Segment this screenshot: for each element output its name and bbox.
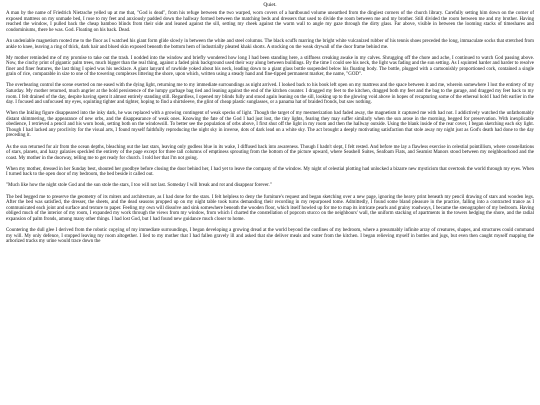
paragraph: The overbearing control the scene exerted on me eased with the dying light, returning me to my immediate surroundings as night arrived. I looked back to his book left open on my mattress and the space between it and me, wherein somewhere I lost the entirety of my Saturday. My mother returned, much angrier at the bold persistence of the lumpy garbage bag tied and leaning against the end of the kitchen counter. I dragged my feet to the kitchen, dragged both my feet and the bag to the garage, and dragged my feet back to my room. I felt drained of the day, despite having spent it almost entirely standing still. Regardless, I opened my blinds fully and stood again leaning on the sill, looking up to the glowing void above in hopes of recapturing some of the ethereal hold I had felt earlier in the day. I focused and unfocused my eyes, squinting tighter and tighter, hoping to find a shirtsleeve, the glint of cheap plastic sunglasses, or a panama hat of braided fronds, but saw nothing. — [6, 83, 534, 106]
document-title: Quiet. — [263, 2, 277, 8]
paragraph: My mother reminded me of my promise to take out the trash. I nodded into the window and briefly wondered how long I had been standing here, a stiffness creaking awake in my calves. Shrugging off the chore and ache, I continued to watch God passing above. Now, the cinchy print of gigantic palm trees, much bigger than the real thing, against a faded pink background used their way along between buildings. By the time I could see his neck, the light was fading and the sun setting. As I squinted harder and harder to resolve finer and finer features, the last thing I spied was his necklace. A giant lanyard of rawhide yoked about his neck, leading down to a giant glass bottle suspended below his floating body. The bottle, plugged with a cartoonishly proportioned cork, contained a single grain of rice, comparable in size to one of the towering complexes littering the shore, upon which, written using a steady hand and fine-tipped permanent marker, the name, "GOD". — [6, 55, 534, 78]
paragraph: A man by the name of Friedrich Nietzsche yelled up at me that, "God is dead", from his refuge between the two warped, worn covers of a hardbound volume unearthed from the dingiest corners of the church library. Carefully setting him down on the corner of exposed mattress on my unmade bed, I rose to my feet and anxiously padded down the hallway formed between the matching beds and dressers that used to divide the room between me and my brother. Still divided the room between me and my brother. Having reached the window, I pulled back the cheap bamboo blinds from their side and leaned against the sill, setting my cheek against the warm wall to angle my gaze through the dirty glass. Far above, visible in between the looming stacks of timeshares and condominiums, there he was. God. Floating on his back. Dead. — [6, 11, 534, 33]
document-body — [6, 11, 534, 244]
paragraph: Countering the dull glee I derived from the robotic copying of my immediate surroundings, I began developing a growing dread at the world beyond the confines of my bedroom, where a presumably infinite array of creatures, shapes, and structures could command my will. My only defence, I stopped leaving my room altogether. I lied to my mother that I had fallen gravely ill and asked that she deliver meals and water from the kitchen. I began relieving myself in bottles and jugs, but even then caught myself mapping the arborized tracks my urine would trace down the — [6, 227, 534, 245]
paragraph: When the Inkling figure disappeared into the inky dark, he was replaced with a growing contingent of weak specks of light. Though the target of my mesmerization had faded away, the magnetism it captured me with had not. I addictively watched the unfathomably distant shimmering, the appearance of new orbs, and the disappearance of weak ones. Knowing the fate of the God I had just lost, the tiny lights, fearing they may suffer similarly when the sun arose in the morning, begged for preservation. With inexplicable obedience, I retrieved a pencil and his worn book, setting both on the windowsill. To better see the population of orbs above, I first shut off the light in my room and then the hallway outside. Using the blank inside of the rear cover, I began sketching each sky light. Though I had lacked any proclivity for the visual arts, I found myself faithfully reproducing the night sky in inverse, dots of dark lead on a white sky. The act brought a deeply motivating satisfaction that stole away my night just as God's death had done to the day preceding it. — [6, 111, 534, 139]
paragraph: When my mother, dressed in her Sunday best, shouted her goodbye before closing the door behind her, I had yet to leave the company of the window. My night of celestial plotting had unlocked a bizarre new mysticism that overtook the world through my eyes. When I turned back to the open door of my bedroom, the bed beside it called out. — [6, 166, 534, 178]
paragraph: The bed begged me to preserve the geometry of its miters and architecture, as I had done for the stars. I felt helpless to deny the furniture's request and began sketching over a new page, ignoring the heavy print beneath my pencil drawing of stars and wooden legs. After the bed was satisfied, the dresser, the sheets, and the dead seasons propped up on my night table took turns demanding their recording in my repurposed tome. Admittedly, I found some bland pleasure in the practice, falling into a contracted trance as I communicated each joint and surface and texture to paper. Feeling my own will dissolve and sink somewhere beneath the wooden floor, which itself howled up for me to map its intricate pearls and grainy roadways, I became the stenographer of my bedroom. Having obliged much of the interior of my room, I expanded my work through the views from my window, from which I charted the constellation of popcorn stucco on the neighbours' wall, the uniform stacking of apartments in the towers hedging the shore, and the radial expansion of palm fronds, among many other things. I had lost God, but I had found new guidance much closer to home. — [6, 194, 534, 222]
paragraph: As the sun returned for air from the ocean depths, bleaching out the last stars, leaving only godless blue in its wake, I diffused back into awareness. Though I hadn't slept, I felt rested. And before me lay a flawless exercise in celestial pointillism, where constellations of stars, planets, and hazy galaxies speckled the entirety of the page except for three tall columns of emptiness sprouting from the bottom of the picture upward, where Seashell Suites, Seafoam Flats, and Seamist Manors stood between my neighbourhood and the coast. My mother in the doorway, telling me to get ready for church. I told her that I'm not going. — [6, 144, 534, 161]
paragraph: "Much like how the night stole God and the sun stole the stars, I too will not last. Someday I will break and rot and disappear forever." — [6, 183, 272, 189]
paragraph: An undeniable magnetism rooted me to the floor as I watched his giant form glide slowly in between the white and steel columns. The black scuffs marring the bright white vulcanized rubber of his tennis shoes preceded the long, immaculate socks that stretched from ankle to knee, leaving a ring of thick, dark hair and blued skin exposed beneath the bottom hem of industrially pleated khaki shorts. A stocking on the weak drywall of the door frame behind me. — [6, 38, 534, 50]
